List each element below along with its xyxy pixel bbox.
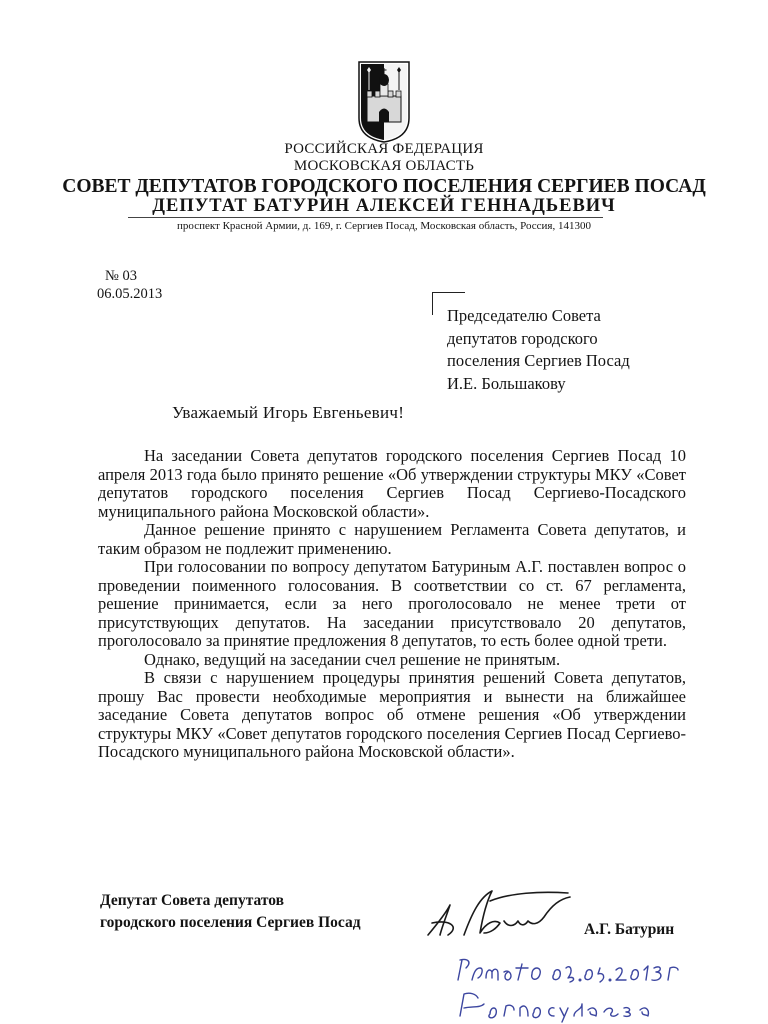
salutation: Уважаемый Игорь Евгеньевич! <box>172 403 405 422</box>
body-paragraph: Данное решение принято с нарушением Регламента Совета депутатов, и таким образом не подлежит применению. <box>98 520 686 558</box>
body-paragraph: В связи с нарушением процедуры принятия решений Совета депутатов, прошу Вас провести необходимые мероприятия и вынести на ближайшее заседание Совета депутатов вопрос об отмене решения «Об утверждении структуры МКУ «Совет депутатов городского поселения Сергиев Посад Сергиево-Посадского муниципального района Московской области». <box>98 668 686 761</box>
recipient-line: И.Е. Большакову <box>447 373 566 393</box>
signatory-title-line: городского поселения Сергиев Посад <box>100 914 361 931</box>
handwritten-note <box>450 950 720 1024</box>
signatory-title-line: Депутат Совета депутатов <box>100 892 284 909</box>
header-region: МОСКОВСКАЯ ОБЛАСТЬ <box>293 158 475 174</box>
signatory-title <box>100 890 361 934</box>
header-deputy: ДЕПУТАТ БАТУРИН АЛЕКСЕЙ ГЕННАДЬЕВИЧ <box>152 196 616 216</box>
coat-of-arms-icon <box>357 60 411 144</box>
header-country: РОССИЙСКАЯ ФЕДЕРАЦИЯ <box>284 141 484 157</box>
header-council: СОВЕТ ДЕПУТАТОВ ГОРОДСКОГО ПОСЕЛЕНИЯ СЕРГИЕВ ПОСАД <box>62 176 706 197</box>
body-paragraph: При голосовании по вопросу депутатом Батуриным А.Г. поставлен вопрос о проведении поименного голосования. В соответствии со ст. 67 регламента, решение принимается, если за него проголосовало не менее трети от присутствующих депутатов. На заседании присутствовало 20 депутатов, проголосовало за принятие предложения 8 депутатов, то есть более одной трети. <box>98 557 686 650</box>
recipient-line: Председателю Совета <box>447 306 601 325</box>
recipient-block <box>447 305 630 395</box>
body-paragraph: На заседании Совета депутатов городского поселения Сергиев Посад 10 апреля 2013 года было принято решение «Об утверждении структуры МКУ «Совет депутатов городского поселения Сергиев Посад Сергиево-Посадского муниципального района Московской области». <box>98 446 686 521</box>
recipient-line: депутатов городского <box>447 328 598 348</box>
header-address: проспект Красной Армии, д. 169, г. Сергиев Посад, Московская область, Россия, 141300 <box>177 220 591 232</box>
handwritten-signature-icon <box>420 883 580 945</box>
letter-body <box>98 447 686 762</box>
document-number: № 03 <box>105 268 137 284</box>
signatory-name: А.Г. Батурин <box>584 921 675 938</box>
document-date: 06.05.2013 <box>97 286 163 302</box>
recipient-line: поселения Сергиев Посад <box>447 351 630 370</box>
body-paragraph: Однако, ведущий на заседании счел решение не принятым. <box>144 649 561 669</box>
header-divider <box>128 217 603 218</box>
